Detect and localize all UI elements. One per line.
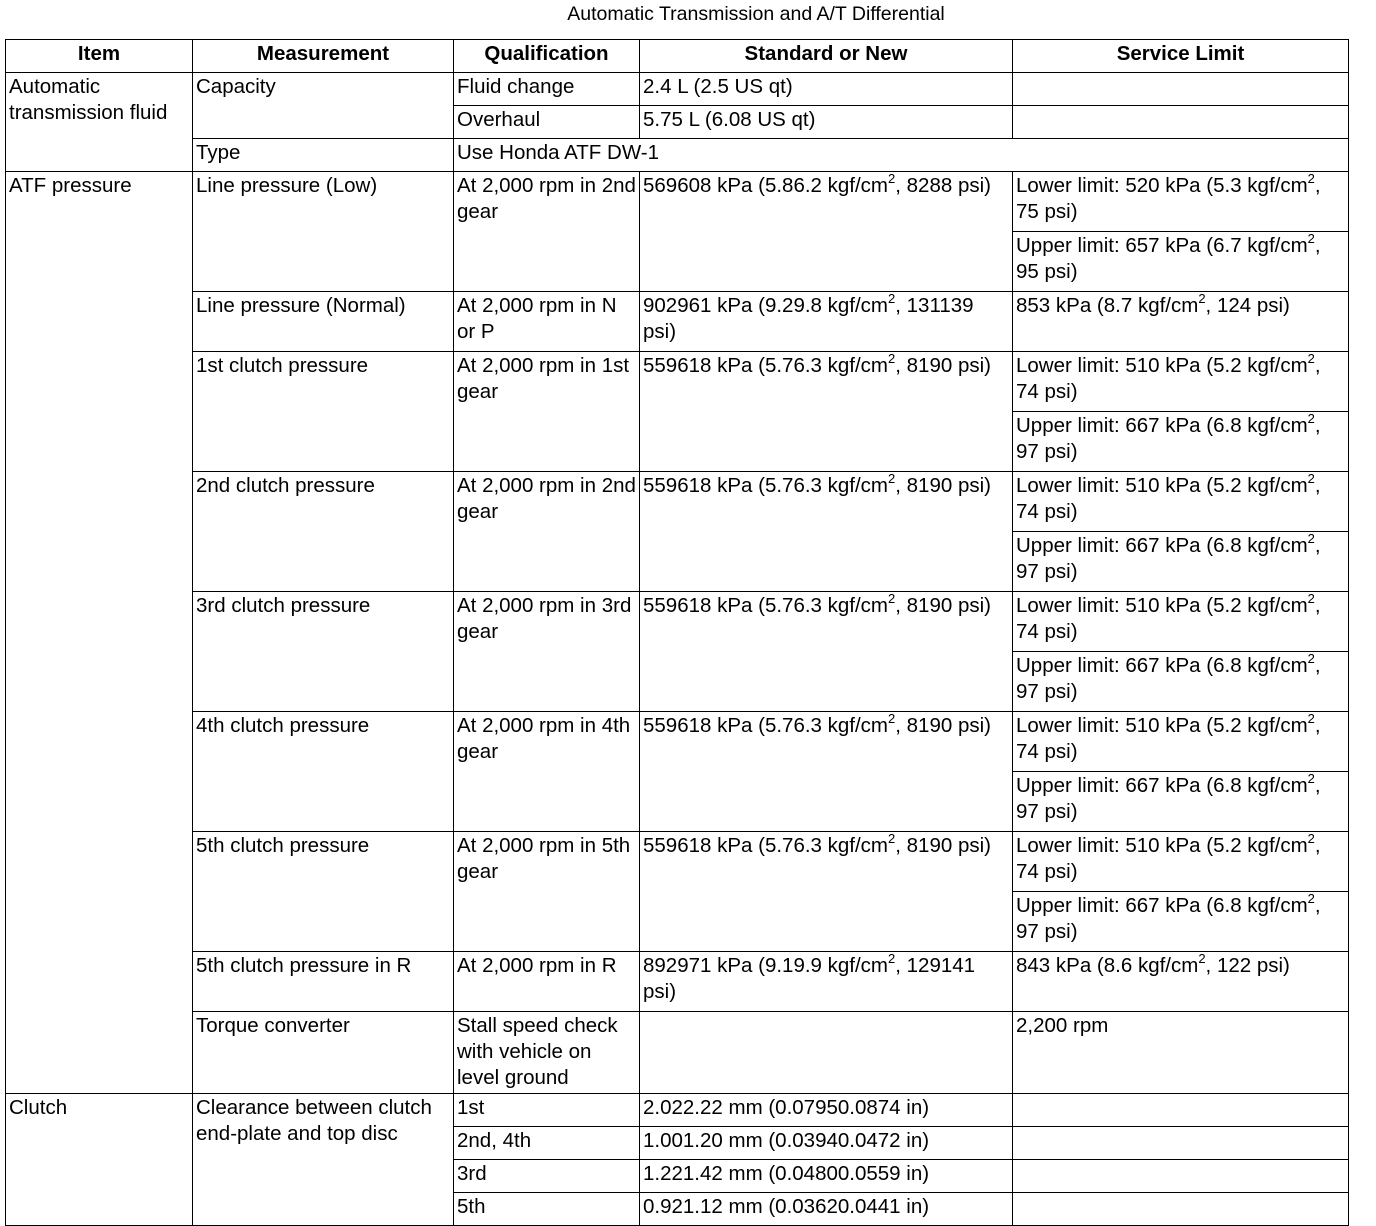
standard-cell: 559618 kPa (5.76.3 kgf/$cm^2$, 8190 psi) xyxy=(640,712,1013,832)
table-row xyxy=(6,1012,1349,1094)
qualification-cell: At 2,000 rpm in 5th gear xyxy=(454,832,640,952)
measurement-cell: 4th clutch pressure xyxy=(193,712,454,832)
standard-cell: 559618 kPa (5.76.3 kgf/$cm^2$, 8190 psi) xyxy=(640,352,1013,472)
qualification-cell xyxy=(640,1012,1013,1094)
qualification-cell: At 2,000 rpm in 4th gear xyxy=(454,712,640,832)
header-row xyxy=(6,40,1349,73)
lower-limit-cell: Lower limit: 510 kPa (5.2 kgf/$cm^2$, 74 psi) xyxy=(1013,352,1349,412)
standard-cell: 2,200 rpm xyxy=(1013,1012,1349,1094)
item-cell: Automatic transmission fluid xyxy=(6,73,193,172)
lower-limit-cell: Lower limit: 510 kPa (5.2 kgf/$cm^2$, 74 psi) xyxy=(1013,832,1349,892)
upper-limit-cell: Upper limit: 667 kPa (6.8 kgf/$cm^2$, 97 psi) xyxy=(1013,652,1349,712)
upper-limit-cell: Upper limit: 667 kPa (6.8 kgf/$cm^2$, 97 psi) xyxy=(1013,532,1349,592)
measurement-cell: Line pressure (Normal) xyxy=(193,292,454,352)
qualification-cell: 3rd xyxy=(454,1160,640,1193)
limit-cell xyxy=(1013,1160,1349,1193)
table-row xyxy=(6,292,1349,352)
limit-cell xyxy=(1013,106,1349,139)
standard-cell: 559618 kPa (5.76.3 kgf/$cm^2$, 8190 psi) xyxy=(640,592,1013,712)
table-row xyxy=(6,832,1349,892)
standard-cell: 559618 kPa (5.76.3 kgf/$cm^2$, 8190 psi) xyxy=(640,472,1013,592)
measurement-cell: Capacity xyxy=(193,73,454,139)
measurement-cell: Stall speed check with vehicle on level ground xyxy=(454,1012,640,1094)
limit-cell: 843 kPa (8.6 kgf/$cm^2$, 122 psi) xyxy=(1013,952,1349,1012)
table-row xyxy=(6,139,1349,172)
qualification-cell: Overhaul xyxy=(454,106,640,139)
type-value-cell: Use Honda ATF DW-1 xyxy=(454,139,1349,172)
page-title: Automatic Transmission and A/T Differential xyxy=(567,3,945,25)
header-qualification: Qualification xyxy=(454,40,640,73)
upper-limit-cell: Upper limit: 667 kPa (6.8 kgf/$cm^2$, 97 psi) xyxy=(1013,772,1349,832)
header-item: Item xyxy=(6,40,193,73)
measurement-cell: Type xyxy=(193,139,454,172)
qualification-cell: At 2,000 rpm in 2nd gear xyxy=(454,472,640,592)
qualification-cell: At 2,000 rpm in N or P xyxy=(454,292,640,352)
lower-limit-cell: Lower limit: 510 kPa (5.2 kgf/$cm^2$, 74 psi) xyxy=(1013,712,1349,772)
measurement-cell: Clearance between clutch end-plate and top disc xyxy=(193,1094,454,1226)
spec-table xyxy=(5,39,1349,1226)
limit-cell: 853 kPa (8.7 kgf/$cm^2$, 124 psi) xyxy=(1013,292,1349,352)
header-service-limit: Service Limit xyxy=(1013,40,1349,73)
item-cell: ATF pressure xyxy=(6,172,193,1094)
standard-cell: 2.022.22 mm (0.07950.0874 in) xyxy=(640,1094,1013,1127)
standard-cell: 1.221.42 mm (0.04800.0559 in) xyxy=(640,1160,1013,1193)
item-cell: Torque converter xyxy=(193,1012,454,1094)
qualification-cell: 2nd, 4th xyxy=(454,1127,640,1160)
table-row xyxy=(6,952,1349,1012)
limit-cell xyxy=(1013,1193,1349,1226)
qualification-cell: 1st xyxy=(454,1094,640,1127)
table-row xyxy=(6,73,1349,106)
limit-cell xyxy=(1013,1127,1349,1160)
lower-limit-cell: Lower limit: 510 kPa (5.2 kgf/$cm^2$, 74 psi) xyxy=(1013,592,1349,652)
measurement-cell: 2nd clutch pressure xyxy=(193,472,454,592)
standard-cell: 569608 kPa (5.86.2 kgf/$cm^2$, 8288 psi) xyxy=(640,172,1013,292)
qualification-cell: At 2,000 rpm in 2nd gear xyxy=(454,172,640,292)
limit-cell xyxy=(1013,1094,1349,1127)
qualification-cell: Fluid change xyxy=(454,73,640,106)
table-row xyxy=(6,472,1349,532)
measurement-cell: 5th clutch pressure in R xyxy=(193,952,454,1012)
qualification-cell: At 2,000 rpm in 1st gear xyxy=(454,352,640,472)
upper-limit-cell: Upper limit: 657 kPa (6.7 kgf/$cm^2$, 95 psi) xyxy=(1013,232,1349,292)
header-standard: Standard or New xyxy=(640,40,1013,73)
qualification-cell: At 2,000 rpm in R xyxy=(454,952,640,1012)
lower-limit-cell: Lower limit: 510 kPa (5.2 kgf/$cm^2$, 74 psi) xyxy=(1013,472,1349,532)
measurement-cell: 1st clutch pressure xyxy=(193,352,454,472)
measurement-cell: 5th clutch pressure xyxy=(193,832,454,952)
table-row xyxy=(6,1094,1349,1127)
table-row xyxy=(6,352,1349,412)
standard-cell: 2.4 L (2.5 US qt) xyxy=(640,73,1013,106)
lower-limit-cell: Lower limit: 520 kPa (5.3 kgf/$cm^2$, 75 psi) xyxy=(1013,172,1349,232)
measurement-cell: 3rd clutch pressure xyxy=(193,592,454,712)
upper-limit-cell: Upper limit: 667 kPa (6.8 kgf/$cm^2$, 97 psi) xyxy=(1013,412,1349,472)
standard-cell: 892971 kPa (9.19.9 kgf/$cm^2$, 129141 psi) xyxy=(640,952,1013,1012)
measurement-cell: Line pressure (Low) xyxy=(193,172,454,292)
standard-cell: 559618 kPa (5.76.3 kgf/$cm^2$, 8190 psi) xyxy=(640,832,1013,952)
standard-cell: 5.75 L (6.08 US qt) xyxy=(640,106,1013,139)
header-measurement: Measurement xyxy=(193,40,454,73)
table-row xyxy=(6,172,1349,232)
limit-cell xyxy=(1013,73,1349,106)
table-row xyxy=(6,712,1349,772)
standard-cell: 1.001.20 mm (0.03940.0472 in) xyxy=(640,1127,1013,1160)
standard-cell: 0.921.12 mm (0.03620.0441 in) xyxy=(640,1193,1013,1226)
standard-cell: 902961 kPa (9.29.8 kgf/$cm^2$, 131139 psi) xyxy=(640,292,1013,352)
upper-limit-cell: Upper limit: 667 kPa (6.8 kgf/$cm^2$, 97 psi) xyxy=(1013,892,1349,952)
qualification-cell: 5th xyxy=(454,1193,640,1226)
item-cell: Clutch xyxy=(6,1094,193,1226)
table-row xyxy=(6,592,1349,652)
qualification-cell: At 2,000 rpm in 3rd gear xyxy=(454,592,640,712)
